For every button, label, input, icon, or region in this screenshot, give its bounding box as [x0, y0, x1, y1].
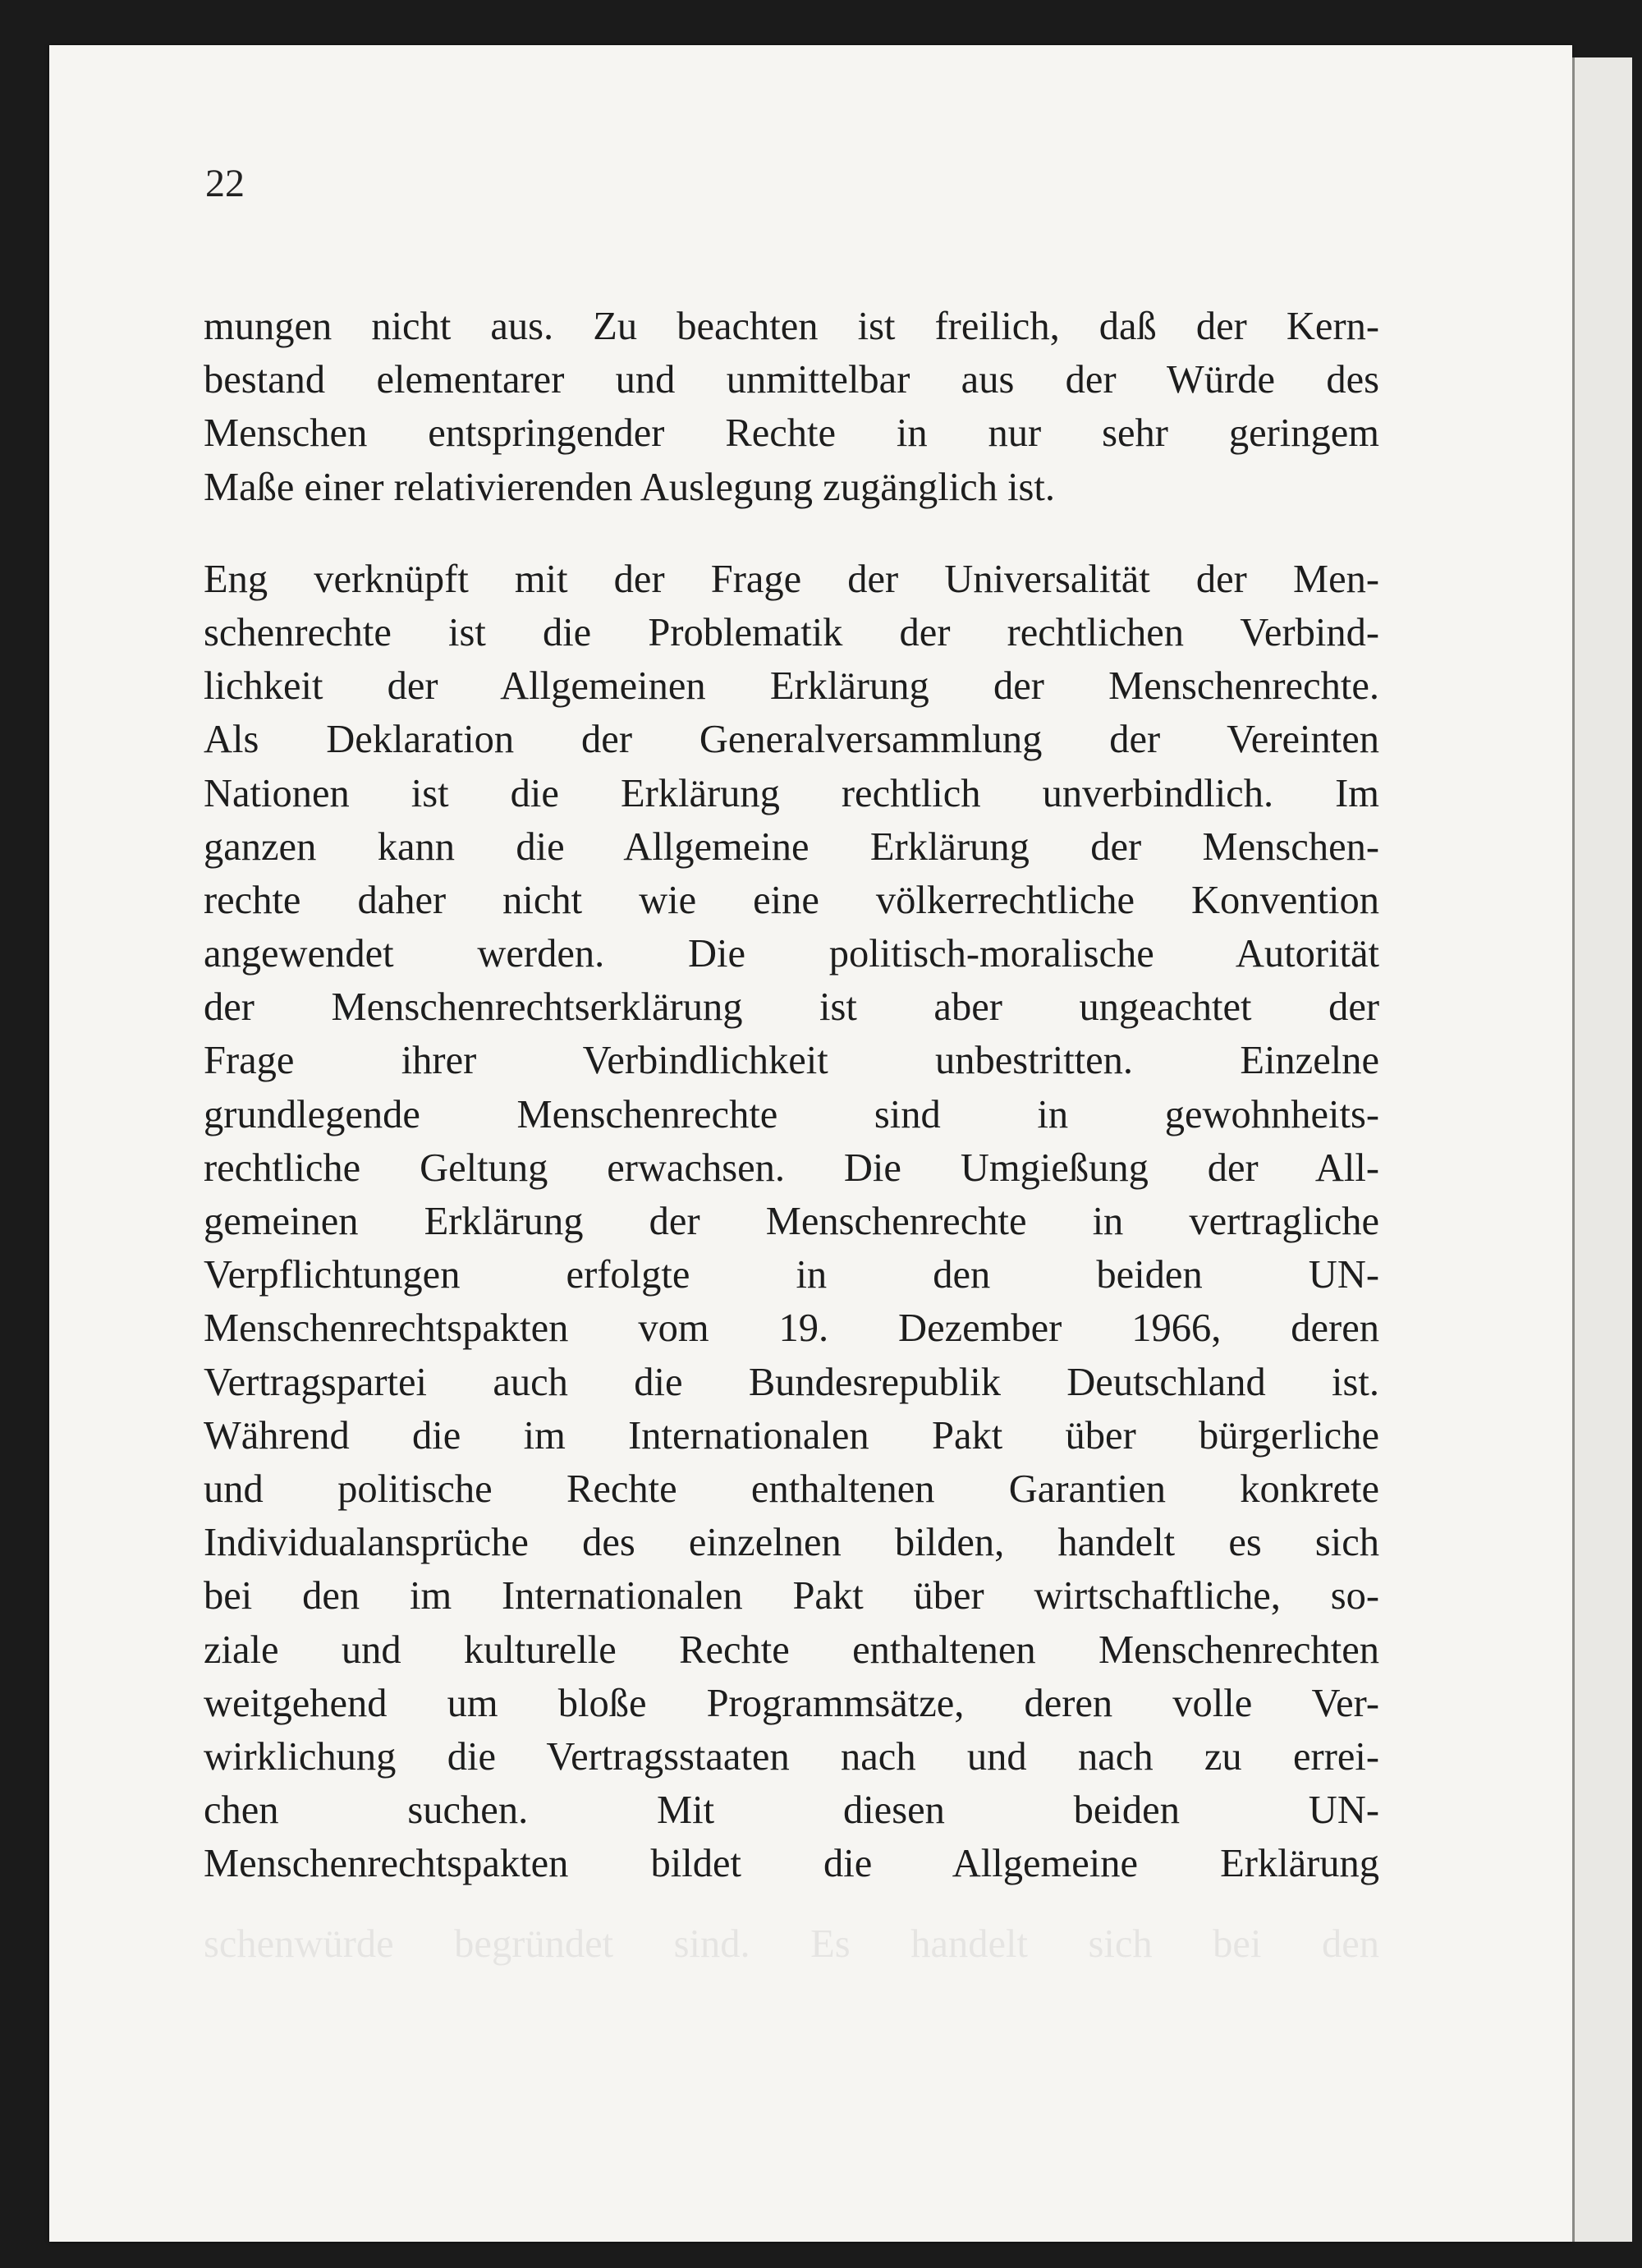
text-line: Individualansprüche des einzelnen bilden, handelt es sich — [204, 1521, 1379, 1565]
text-line: lichkeit der Allgemeinen Erklärung der Menschenrechte. — [204, 664, 1379, 709]
paragraph — [204, 300, 1379, 514]
show-through-text: schenwürde begründet sind. Es handelt sich bei den — [204, 1922, 1379, 1966]
paragraph-spacer — [204, 514, 1379, 553]
text-line: Maße einer relativierenden Auslegung zugänglich ist. — [204, 465, 1056, 509]
text-line: angewendet werden. Die politisch-moralische Autorität — [204, 932, 1379, 976]
body-text — [204, 300, 1379, 1890]
text-line: Menschenrechtspakten bildet die Allgemeine Erklärung — [204, 1842, 1379, 1886]
paragraph — [204, 553, 1379, 1891]
text-line: Als Deklaration der Generalversammlung der Vereinten — [204, 718, 1379, 762]
text-line: ganzen kann die Allgemeine Erklärung der Menschen- — [204, 824, 1379, 869]
text-line: und politische Rechte enthaltenen Garantien konkrete — [204, 1467, 1379, 1511]
text-line: Vertragspartei auch die Bundesrepublik Deutschland ist. — [204, 1360, 1379, 1404]
page-number: 22 — [205, 162, 245, 205]
text-line: bestand elementarer und unmittelbar aus der Würde des — [204, 358, 1379, 402]
text-line: bei den im Internationalen Pakt über wirtschaftliche, so- — [204, 1574, 1379, 1618]
text-line: rechte daher nicht wie eine völkerrechtliche Konvention — [204, 878, 1379, 922]
text-line: mungen nicht aus. Zu beachten ist freilich, daß der Kern- — [204, 305, 1379, 348]
text-line: rechtliche Geltung erwachsen. Die Umgießung der All- — [204, 1145, 1379, 1190]
text-line: wirklichung die Vertragsstaaten nach und nach zu errei- — [204, 1734, 1379, 1779]
text-line: ziale und kulturelle Rechte enthaltenen Menschenrechten — [204, 1628, 1379, 1672]
text-line: Nationen ist die Erklärung rechtlich unverbindlich. Im — [204, 771, 1379, 815]
text-line: weitgehend um bloße Programmsätze, deren volle Ver- — [204, 1681, 1379, 1725]
text-line: grundlegende Menschenrechte sind in gewohnheits- — [204, 1092, 1379, 1136]
text-line: Menschen entspringender Rechte in nur sehr geringem — [204, 411, 1379, 456]
text-line: chen suchen. Mit diesen beiden UN- — [204, 1788, 1379, 1833]
text-line: Während die im Internationalen Pakt über bürgerliche — [204, 1413, 1379, 1458]
text-line: Eng verknüpft mit der Frage der Universalität der Men- — [204, 557, 1379, 601]
adjacent-page-edge — [1572, 57, 1632, 2242]
text-line: schenrechte ist die Problematik der rechtlichen Verbind- — [204, 610, 1379, 654]
text-line: der Menschenrechtserklärung ist aber ungeachtet der — [204, 985, 1379, 1030]
text-line: gemeinen Erklärung der Menschenrechte in vertragliche — [204, 1200, 1379, 1243]
text-line: Frage ihrer Verbindlichkeit unbestritten. Einzelne — [204, 1039, 1379, 1083]
text-line: Verpflichtungen erfolgte in den beiden UN- — [204, 1253, 1379, 1297]
text-line: Menschenrechtspakten vom 19. Dezember 1966, deren — [204, 1306, 1379, 1351]
